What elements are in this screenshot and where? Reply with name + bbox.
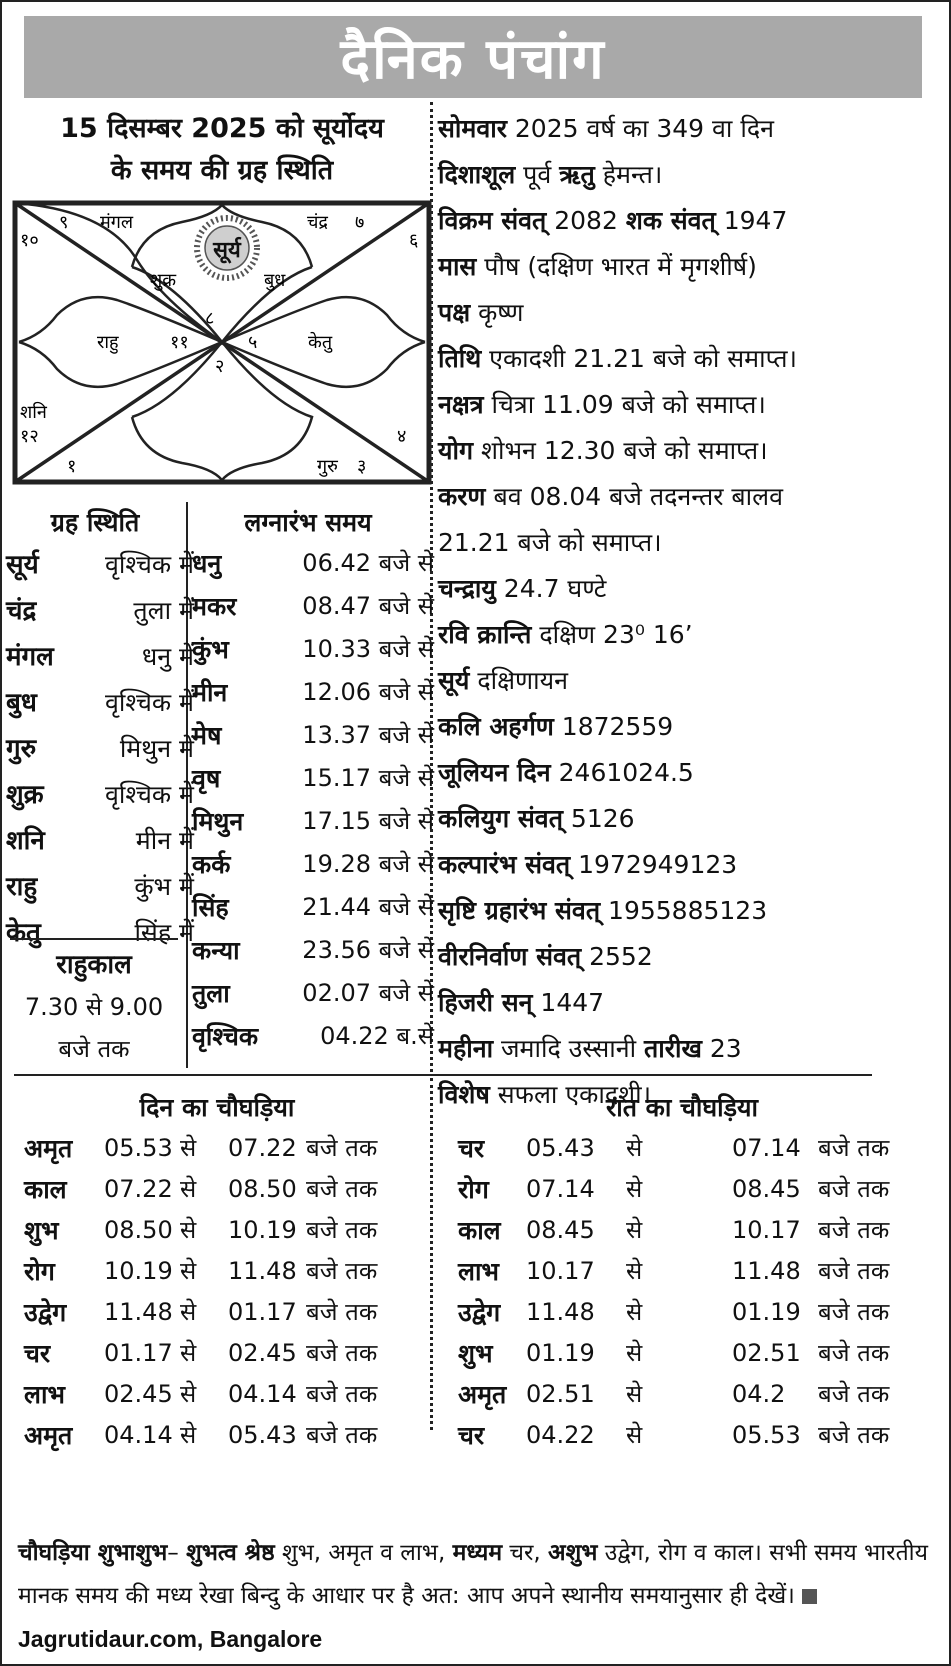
- dotted-divider-bottom: [430, 1078, 433, 1430]
- lagna-sign: कन्या: [192, 936, 240, 965]
- choghadiya-tak: बजे तक: [818, 1298, 890, 1326]
- lagna-time: 04.22 ब.से: [320, 1022, 434, 1050]
- lagna-time: 21.44 बजे से: [302, 893, 434, 921]
- panchang-value: 2461024.5: [550, 758, 694, 787]
- footer-text-rest: उद्वेग, रोग व काल। सभी समय भारतीय मानक समय की मध्य रेखा बिन्दु के आधार पर है अत: आप अपने स्थानीय समयानुसार ही देखें।: [18, 1540, 928, 1609]
- choghadiya-row: [24, 1415, 377, 1456]
- panchang-value: चित्रा 11.09 बजे को समाप्त।: [483, 390, 766, 419]
- choghadiya-se: से: [180, 1134, 197, 1162]
- choghadiya-se: से: [626, 1339, 643, 1367]
- panchang-key: मास: [438, 252, 477, 281]
- graha-planet: मंगल: [6, 642, 54, 672]
- choghadiya-tak: बजे तक: [818, 1380, 890, 1408]
- choghadiya-name: लाभ: [458, 1257, 500, 1286]
- choghadiya-start: 07.22: [104, 1175, 173, 1203]
- choghadiya-start: 11.48: [526, 1298, 595, 1326]
- choghadiya-start: 11.48: [104, 1298, 173, 1326]
- panchang-value: पौष (दक्षिण भारत में मृगशीर्ष): [476, 252, 757, 281]
- choghadiya-row: [458, 1333, 889, 1374]
- day-choghadiya-list: [24, 1128, 377, 1456]
- day-choghadiya-title: दिन का चौघड़िया: [139, 1093, 295, 1122]
- panchang-key: विक्रम संवत्: [438, 206, 547, 235]
- panchang-key: सोमवार: [438, 114, 507, 143]
- panchang-row: [438, 520, 948, 566]
- panchang-key: जूलियन दिन: [438, 758, 551, 787]
- lagna-sign: मिथुन: [192, 807, 244, 836]
- kundli-house-2: २: [215, 356, 225, 377]
- panchang-key: तारीख: [644, 1034, 702, 1063]
- kundli-house-3: ३: [357, 456, 367, 477]
- kundli-house-12: १२: [20, 426, 39, 447]
- panchang-value: 1955885123: [600, 896, 768, 925]
- panchang-row: [438, 290, 948, 336]
- lagna-time: 23.56 बजे से: [302, 936, 434, 964]
- graha-rashi: तुला में: [133, 596, 194, 625]
- rahukaal-divider: [10, 938, 178, 940]
- choghadiya-se: से: [626, 1380, 643, 1408]
- graha-title: ग्रह स्थिति: [50, 508, 140, 537]
- choghadiya-start: 10.17: [526, 1257, 595, 1285]
- choghadiya-end: 05.43: [228, 1421, 297, 1449]
- footer-text-char: चर,: [502, 1540, 549, 1566]
- graha-planet: केतु: [6, 918, 41, 948]
- kundli-house-9: ९: [59, 212, 69, 233]
- lagna-sign: मेष: [192, 721, 222, 750]
- panchang-key: सूर्य: [438, 666, 470, 695]
- kundli-house-5: ५: [248, 332, 258, 353]
- choghadiya-row: [458, 1128, 889, 1169]
- rahukaal-title: राहुकाल: [56, 950, 132, 980]
- panchang-row: [438, 704, 948, 750]
- choghadiya-name: अमृत: [458, 1380, 507, 1409]
- choghadiya-end: 07.14: [732, 1134, 801, 1162]
- choghadiya-row: [24, 1292, 377, 1333]
- panchang-row: [438, 152, 948, 198]
- choghadiya-se: से: [180, 1175, 197, 1203]
- panchang-value: 1872559: [553, 712, 674, 741]
- choghadiya-se: से: [180, 1339, 197, 1367]
- banner: [24, 16, 922, 98]
- lagna-row: [192, 757, 434, 800]
- choghadiya-end: 05.53: [732, 1421, 801, 1449]
- choghadiya-name: लाभ: [24, 1380, 66, 1409]
- kundli-planet-shani: शनि: [20, 402, 47, 423]
- choghadiya-end: 07.22: [228, 1134, 297, 1162]
- choghadiya-se: से: [180, 1257, 197, 1285]
- panchang-value: बव 08.04 बजे तदनन्तर बालव: [485, 482, 783, 511]
- footer-key-shubhashubh: चौघड़िया शुभाशुभ: [18, 1540, 168, 1566]
- choghadiya-tak: बजे तक: [818, 1339, 890, 1367]
- panchang-key: शक संवत्: [625, 206, 716, 235]
- panchang-key: योग: [438, 436, 474, 465]
- graha-planet: चंद्र: [6, 596, 37, 626]
- choghadiya-se: से: [180, 1216, 197, 1244]
- choghadiya-tak: बजे तक: [306, 1257, 378, 1285]
- footer-key-ashubh: अशुभ: [548, 1540, 598, 1566]
- panchang-key: ऋतु: [559, 160, 595, 189]
- choghadiya-tak: बजे तक: [818, 1175, 890, 1203]
- section-divider: [14, 1074, 872, 1076]
- choghadiya-row: [458, 1210, 889, 1251]
- lagna-time: 13.37 बजे से: [302, 721, 434, 749]
- footer-brand: Jagrutidaur.com, Bangalore: [18, 1626, 323, 1652]
- footer-note: [18, 1532, 938, 1662]
- lagna-sign: कर्क: [192, 850, 231, 879]
- choghadiya-name: काल: [24, 1175, 67, 1204]
- graha-rashi: वृश्चिक में: [105, 550, 194, 579]
- lagna-row: [192, 585, 434, 628]
- choghadiya-start: 01.19: [526, 1339, 595, 1367]
- choghadiya-name: अमृत: [24, 1421, 73, 1450]
- lagna-sign: वृश्चिक: [192, 1022, 259, 1051]
- panchang-value: 2025 वर्ष का 349 वा दिन: [506, 114, 774, 143]
- panchang-value: पूर्व: [515, 160, 560, 189]
- panchang-value: 1972949123: [570, 850, 738, 879]
- choghadiya-tak: बजे तक: [306, 1175, 378, 1203]
- choghadiya-name: चर: [24, 1339, 51, 1368]
- rahukaal-time: 7.30 से 9.00: [24, 993, 164, 1021]
- choghadiya-start: 02.51: [526, 1380, 595, 1408]
- choghadiya-row: [24, 1128, 377, 1169]
- graha-planet: गुरु: [6, 734, 37, 764]
- panchang-value: कृष्ण: [470, 298, 524, 327]
- choghadiya-start: 01.17: [104, 1339, 173, 1367]
- graha-row: [6, 634, 194, 680]
- choghadiya-tak: बजे तक: [306, 1421, 378, 1449]
- lagna-row: [192, 542, 434, 585]
- lagna-title: लग्नारंभ समय: [244, 508, 372, 537]
- lagna-sign: वृष: [192, 764, 221, 793]
- choghadiya-name: चर: [458, 1421, 485, 1450]
- choghadiya-name: उद्वेग: [24, 1298, 67, 1327]
- graha-row: [6, 588, 194, 634]
- kundli-planet-shukra: शुक्र: [150, 270, 177, 291]
- lagna-row: [192, 714, 434, 757]
- panchang-row: [438, 842, 948, 888]
- choghadiya-tak: बजे तक: [306, 1298, 378, 1326]
- panchang-value: 5126: [562, 804, 635, 833]
- graha-planet: बुध: [6, 688, 37, 718]
- choghadiya-tak: बजे तक: [306, 1134, 378, 1162]
- lagna-time: 08.47 बजे से: [302, 592, 434, 620]
- graha-rashi: कुंभ में: [134, 872, 194, 901]
- panchang-key: कल्पारंभ संवत्: [438, 850, 571, 879]
- choghadiya-tak: बजे तक: [306, 1380, 378, 1408]
- lagna-time: 17.15 बजे से: [302, 807, 434, 835]
- panchang-row: [438, 888, 948, 934]
- chart-heading-line2: के समय की ग्रह स्थिति: [110, 155, 334, 186]
- panchang-row: [438, 796, 948, 842]
- choghadiya-start: 05.53: [104, 1134, 173, 1162]
- graha-planet: शनि: [6, 826, 45, 856]
- panchang-value: 23: [701, 1034, 742, 1063]
- rahukaal-until: बजे तक: [58, 1035, 130, 1063]
- choghadiya-row: [24, 1169, 377, 1210]
- graha-rashi: वृश्चिक में: [105, 780, 194, 809]
- choghadiya-end: 02.45: [228, 1339, 297, 1367]
- choghadiya-end: 08.45: [732, 1175, 801, 1203]
- lagna-sign: सिंह: [192, 893, 229, 922]
- panchang-row: [438, 106, 948, 152]
- panchang-row: [438, 750, 948, 796]
- panchang-row: [438, 474, 948, 520]
- choghadiya-se: से: [626, 1298, 643, 1326]
- panchang-value: 24.7 घण्टे: [495, 574, 607, 603]
- panchang-key: सृष्टि ग्रहारंभ संवत्: [438, 896, 601, 925]
- graha-row: [6, 864, 194, 910]
- panchang-row: [438, 566, 948, 612]
- graha-row: [6, 680, 194, 726]
- choghadiya-name: काल: [458, 1216, 501, 1245]
- graha-rashi: मीन में: [135, 826, 194, 855]
- lagna-row: [192, 628, 434, 671]
- panchang-key: महीना: [438, 1034, 494, 1063]
- choghadiya-se: से: [180, 1380, 197, 1408]
- choghadiya-tak: बजे तक: [818, 1421, 890, 1449]
- choghadiya-row: [24, 1251, 377, 1292]
- choghadiya-se: से: [626, 1134, 643, 1162]
- kundli-planet-guru: गुरु: [317, 456, 338, 477]
- choghadiya-tak: बजे तक: [306, 1216, 378, 1244]
- square-bullet-icon: [802, 1589, 817, 1604]
- choghadiya-start: 10.19: [104, 1257, 173, 1285]
- choghadiya-end: 01.19: [732, 1298, 801, 1326]
- choghadiya-start: 05.43: [526, 1134, 595, 1162]
- panchang-value: 21.21 बजे को समाप्त।: [438, 528, 662, 557]
- lagna-sign: धनु: [192, 549, 222, 578]
- footer-key-madhyam: मध्यम: [452, 1540, 503, 1566]
- panchang-value: शोभन 12.30 बजे को समाप्त।: [473, 436, 768, 465]
- graha-rashi: वृश्चिक में: [105, 688, 194, 717]
- night-choghadiya-title: रात का चौघड़िया: [606, 1093, 758, 1122]
- graha-row: [6, 772, 194, 818]
- graha-rashi: धनु में: [141, 642, 194, 671]
- choghadiya-name: अमृत: [24, 1134, 73, 1163]
- panchang-key: कलियुग संवत्: [438, 804, 563, 833]
- footer-key-shreshth: शुभत्व श्रेष्ठ: [186, 1540, 275, 1566]
- choghadiya-end: 11.48: [228, 1257, 297, 1285]
- choghadiya-name: चर: [458, 1134, 485, 1163]
- panchang-value: दक्षिण 23⁰ 16’: [531, 620, 693, 649]
- graha-list: [6, 542, 194, 956]
- choghadiya-start: 07.14: [526, 1175, 595, 1203]
- choghadiya-end: 04.2: [732, 1380, 786, 1408]
- panchang-row: [438, 980, 948, 1026]
- choghadiya-row: [458, 1251, 889, 1292]
- panchang-key: रवि क्रान्ति: [438, 620, 532, 649]
- graha-rashi: मिथुन में: [119, 734, 194, 763]
- kundli-house-7: ७: [355, 212, 365, 233]
- lagna-sign: तुला: [192, 979, 230, 1008]
- choghadiya-end: 10.17: [732, 1216, 801, 1244]
- lagna-list: [192, 542, 434, 1058]
- panchang-details: [438, 106, 948, 1118]
- chart-heading: [2, 108, 442, 192]
- panchang-value: 2552: [581, 942, 653, 971]
- panchang-value: हेमन्त।: [594, 160, 663, 189]
- choghadiya-se: से: [626, 1257, 643, 1285]
- kundli-planet-chandra: चंद्र: [307, 212, 328, 233]
- chart-heading-line1: 15 दिसम्बर 2025 को सूर्योदय: [60, 113, 384, 144]
- panchang-value: 1447: [532, 988, 605, 1017]
- choghadiya-start: 02.45: [104, 1380, 173, 1408]
- lagna-row: [192, 800, 434, 843]
- kundli-house-8: ८: [205, 308, 215, 329]
- panchang-key: विशेष: [438, 1080, 490, 1109]
- panchang-key: कलि अहर्गण: [438, 712, 554, 741]
- choghadiya-tak: बजे तक: [818, 1216, 890, 1244]
- kundli-center: सूर्य: [213, 238, 241, 263]
- panchang-key: चन्द्रायु: [438, 574, 496, 603]
- choghadiya-end: 08.50: [228, 1175, 297, 1203]
- panchang-value: एकादशी 21.21 बजे को समाप्त।: [481, 344, 797, 373]
- choghadiya-tak: बजे तक: [818, 1257, 890, 1285]
- choghadiya-name: शुभ: [458, 1339, 493, 1368]
- kundli-chart: [12, 200, 432, 485]
- panchang-key: दिशाशूल: [438, 160, 516, 189]
- choghadiya-row: [24, 1210, 377, 1251]
- panchang-row: [438, 658, 948, 704]
- lagna-time: 10.33 बजे से: [302, 635, 434, 663]
- lagna-row: [192, 1015, 434, 1058]
- graha-planet: शुक्र: [6, 780, 44, 810]
- choghadiya-end: 11.48: [732, 1257, 801, 1285]
- choghadiya-row: [458, 1415, 889, 1456]
- panchang-key: वीरनिर्वाण संवत्: [438, 942, 582, 971]
- choghadiya-row: [458, 1292, 889, 1333]
- kundli-house-1: १: [67, 456, 77, 477]
- choghadiya-name: उद्वेग: [458, 1298, 501, 1327]
- choghadiya-se: से: [180, 1421, 197, 1449]
- panchang-row: [438, 934, 948, 980]
- lagna-sign: मकर: [192, 592, 237, 621]
- lagna-time: 15.17 बजे से: [302, 764, 434, 792]
- panchang-row: [438, 382, 948, 428]
- panchang-row: [438, 1026, 948, 1072]
- choghadiya-se: से: [626, 1175, 643, 1203]
- choghadiya-row: [24, 1333, 377, 1374]
- choghadiya-name: रोग: [24, 1257, 55, 1286]
- lagna-sign: मीन: [192, 678, 228, 707]
- lagna-row: [192, 929, 434, 972]
- choghadiya-se: से: [180, 1298, 197, 1326]
- kundli-house-11: ११: [170, 332, 189, 353]
- kundli-house-10: १०: [20, 230, 39, 251]
- kundli-planet-mangal: मंगल: [100, 212, 134, 233]
- rahukaal-box: [6, 944, 182, 1070]
- panchang-key: तिथि: [438, 344, 482, 373]
- panchang-value: दक्षिणायन: [469, 666, 568, 695]
- graha-row: [6, 542, 194, 588]
- choghadiya-name: शुभ: [24, 1216, 59, 1245]
- footer-dash: –: [167, 1540, 187, 1566]
- lagna-time: 02.07 बजे से: [302, 979, 434, 1007]
- lagna-row: [192, 886, 434, 929]
- choghadiya-se: से: [626, 1421, 643, 1449]
- panchang-value: सफला एकादशी।: [489, 1080, 652, 1109]
- lagna-sign: कुंभ: [192, 635, 229, 664]
- choghadiya-start: 04.14: [104, 1421, 173, 1449]
- panchang-value: 2082: [546, 206, 626, 235]
- night-choghadiya-list: [458, 1128, 889, 1456]
- lagna-row: [192, 671, 434, 714]
- lagna-row: [192, 843, 434, 886]
- graha-row: [6, 818, 194, 864]
- choghadiya-row: [24, 1374, 377, 1415]
- panchang-row: [438, 198, 948, 244]
- panchang-row: [438, 428, 948, 474]
- choghadiya-row: [458, 1374, 889, 1415]
- choghadiya-tak: बजे तक: [306, 1339, 378, 1367]
- lagna-row: [192, 972, 434, 1015]
- panchang-key: पक्ष: [438, 298, 471, 327]
- lagna-time: 19.28 बजे से: [302, 850, 434, 878]
- panchang-row: [438, 244, 948, 290]
- panchang-row: [438, 612, 948, 658]
- choghadiya-se: से: [626, 1216, 643, 1244]
- choghadiya-row: [458, 1169, 889, 1210]
- lagna-time: 06.42 बजे से: [302, 549, 434, 577]
- kundli-planet-ketu: केतु: [308, 332, 333, 353]
- choghadiya-end: 10.19: [228, 1216, 297, 1244]
- panchang-key: करण: [438, 482, 486, 511]
- panchang-value: जमादि उस्सानी: [493, 1034, 645, 1063]
- choghadiya-end: 02.51: [732, 1339, 801, 1367]
- banner-title: दैनिक पंचांग: [340, 27, 606, 92]
- panchang-value: 1947: [715, 206, 788, 235]
- choghadiya-start: 08.45: [526, 1216, 595, 1244]
- footer-text-shubh: शुभ, अमृत व लाभ,: [274, 1540, 453, 1566]
- panchang-row: [438, 336, 948, 382]
- kundli-house-6: ६: [409, 230, 419, 251]
- graha-row: [6, 726, 194, 772]
- graha-rashi: सिंह में: [134, 918, 194, 947]
- kundli-planet-budh: बुध: [264, 270, 286, 291]
- kundli-planet-rahu: राहु: [97, 332, 119, 353]
- panchang-key: नक्षत्र: [438, 390, 484, 419]
- choghadiya-end: 04.14: [228, 1380, 297, 1408]
- panchang-key: हिजरी सन्: [438, 988, 533, 1017]
- graha-planet: राहु: [6, 872, 38, 902]
- lagna-time: 12.06 बजे से: [302, 678, 434, 706]
- choghadiya-name: रोग: [458, 1175, 489, 1204]
- kundli-house-4: ४: [397, 426, 407, 447]
- graha-planet: सूर्य: [6, 550, 39, 580]
- choghadiya-end: 01.17: [228, 1298, 297, 1326]
- choghadiya-tak: बजे तक: [818, 1134, 890, 1162]
- choghadiya-start: 08.50: [104, 1216, 173, 1244]
- choghadiya-start: 04.22: [526, 1421, 595, 1449]
